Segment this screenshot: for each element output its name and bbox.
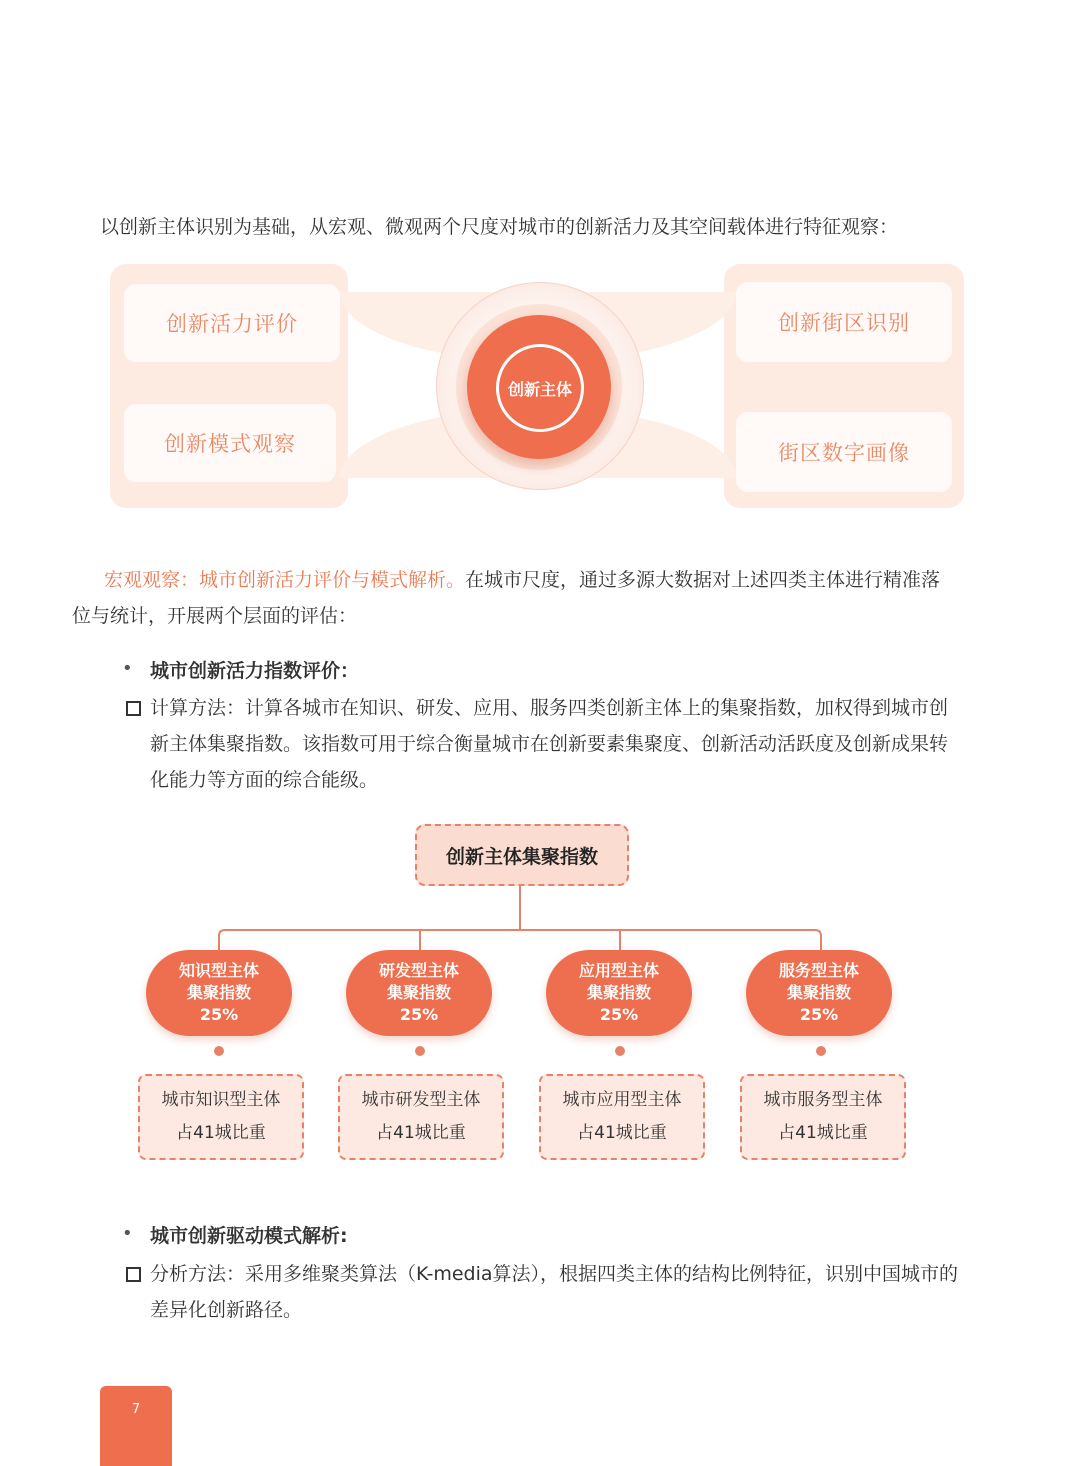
node-percent: 25%	[799, 1005, 839, 1024]
node-title: 服务型主体	[778, 961, 859, 980]
section1-method-line2: 新主体集聚指数。该指数可用于综合衡量城市在创新要素集聚度、创新活动活跃度及创新成果转	[150, 733, 949, 755]
node-percent: 25%	[199, 1005, 239, 1024]
macro-highlight: 宏观观察：城市创新活力评价与模式解析。	[104, 569, 466, 591]
section2-method-line2: 差异化创新路径。	[150, 1299, 303, 1321]
connector-dot	[415, 1046, 425, 1056]
node-application	[546, 950, 692, 1036]
card-block-identification: 创新街区识别	[736, 282, 952, 362]
connector-dot	[615, 1046, 625, 1056]
node-percent: 25%	[399, 1005, 439, 1024]
innovation-subject-diagram	[110, 262, 966, 512]
intro-text: 以创新主体识别为基础，从宏观、微观两个尺度对城市的创新活力及其空间载体进行特征观察：	[100, 216, 899, 238]
leaf-line2: 占41城比重	[778, 1123, 868, 1143]
section2-heading: 城市创新驱动模式解析:	[150, 1225, 348, 1247]
macro-paragraph	[72, 562, 1002, 598]
connector-dot	[214, 1046, 224, 1056]
node-service	[746, 950, 892, 1036]
leaf-line1: 城市知识型主体	[161, 1090, 281, 1110]
tree-root: 创新主体集聚指数	[415, 824, 629, 886]
node-title: 应用型主体	[578, 961, 659, 980]
leaf-line2: 占41城比重	[376, 1123, 466, 1143]
leaf-knowledge	[138, 1074, 304, 1160]
leaf-line2: 占41城比重	[176, 1123, 266, 1143]
section2-method-line1: 分析方法：采用多维聚类算法（K-media算法），根据四类主体的结构比例特征，识别中国城市的	[150, 1263, 959, 1285]
leaf-line1: 城市应用型主体	[562, 1090, 682, 1110]
node-title: 研发型主体	[378, 961, 459, 980]
bullet-dot: •	[122, 658, 133, 679]
index-tree-diagram	[130, 820, 920, 1170]
leaf-line2: 占41城比重	[577, 1123, 667, 1143]
node-rnd	[346, 950, 492, 1036]
bullet-dot: •	[122, 1223, 133, 1244]
node-title: 知识型主体	[178, 961, 259, 980]
section1-method-line1: 计算方法：计算各城市在知识、研发、应用、服务四类创新主体上的集聚指数，加权得到城市创	[150, 697, 949, 719]
leaf-line1: 城市研发型主体	[361, 1090, 481, 1110]
card-vitality-evaluation: 创新活力评价	[124, 284, 340, 362]
connector-dot	[816, 1046, 826, 1056]
node-subtitle: 集聚指数	[786, 983, 851, 1002]
leaf-service	[740, 1074, 906, 1160]
leaf-line1: 城市服务型主体	[763, 1090, 883, 1110]
page-number-tab	[100, 1386, 172, 1466]
hub-label: 创新主体	[496, 344, 584, 432]
card-block-portrait: 街区数字画像	[736, 412, 952, 492]
section1-heading: 城市创新活力指数评价：	[150, 660, 360, 682]
macro-text-1: 在城市尺度，通过多源大数据对上述四类主体进行精准落	[465, 569, 941, 591]
node-knowledge	[146, 950, 292, 1036]
macro-paragraph-line2: 位与统计，开展两个层面的评估：	[72, 605, 358, 627]
card-mode-observation: 创新模式观察	[124, 404, 336, 482]
leaf-application	[539, 1074, 705, 1160]
node-subtitle: 集聚指数	[186, 983, 251, 1002]
page-number: 7	[131, 1402, 141, 1417]
section1-method-line3: 化能力等方面的综合能级。	[150, 769, 379, 791]
checkbox-icon	[126, 701, 141, 716]
node-subtitle: 集聚指数	[386, 983, 451, 1002]
node-percent: 25%	[599, 1005, 639, 1024]
checkbox-icon	[126, 1267, 141, 1282]
leaf-rnd	[338, 1074, 504, 1160]
node-subtitle: 集聚指数	[586, 983, 651, 1002]
